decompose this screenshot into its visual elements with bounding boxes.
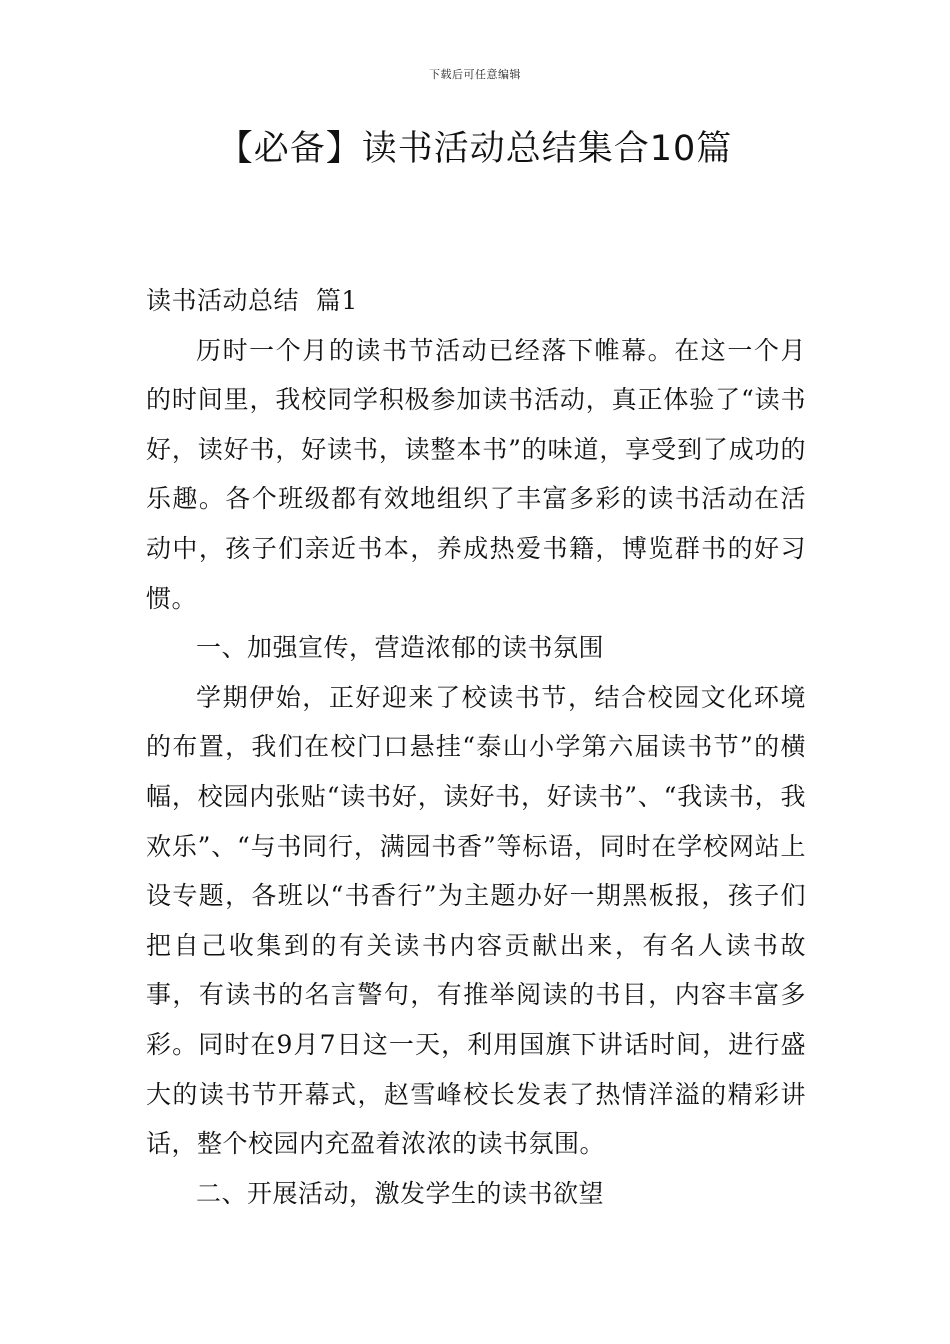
subheading-publicity: 一、加强宣传，营造浓郁的读书氛围	[196, 633, 605, 663]
document-title: 【必备】读书活动总结集合10篇	[217, 129, 733, 169]
document-body	[146, 276, 806, 1218]
body-paragraph-intro: 历时一个月的读书节活动已经落下帷幕。在这一个月的时间里，我校同学积极参加读书活动，真正体验了“读书好，读好书，好读书，读整本书”的味道，享受到了成功的乐趣。各个班级都有效地组织了丰富多彩的读书活动在活动中，孩子们亲近书本，养成热爱书籍，博览群书的好习惯。	[146, 335, 806, 613]
section-heading: 读书活动总结 篇1	[146, 286, 358, 315]
header-note: 下载后可任意编辑	[429, 68, 521, 81]
subheading-activities: 二、开展活动，激发学生的读书欲望	[196, 1178, 605, 1208]
body-paragraph-publicity: 学期伊始，正好迎来了校读书节，结合校园文化环境的布置，我们在校门口悬挂“泰山小学第六届读书节”的横幅，校园内张贴“读书好，读好书，好读书”、“我读书，我欢乐”、“与书同行，满园书香”等标语，同时在学校网站上设专题，各班以“书香行”为主题办好一期黑板报，孩子们把自己收集到的有关读书内容贡献出来，有名人读书故事，有读书的名言警句，有推举阅读的书目，内容丰富多彩。同时在9月7日这一天，利用国旗下讲话时间，进行盛大的读书节开幕式，赵雪峰校长发表了热情洋溢的精彩讲话，整个校园内充盈着浓浓的读书氛围。	[146, 682, 806, 1159]
